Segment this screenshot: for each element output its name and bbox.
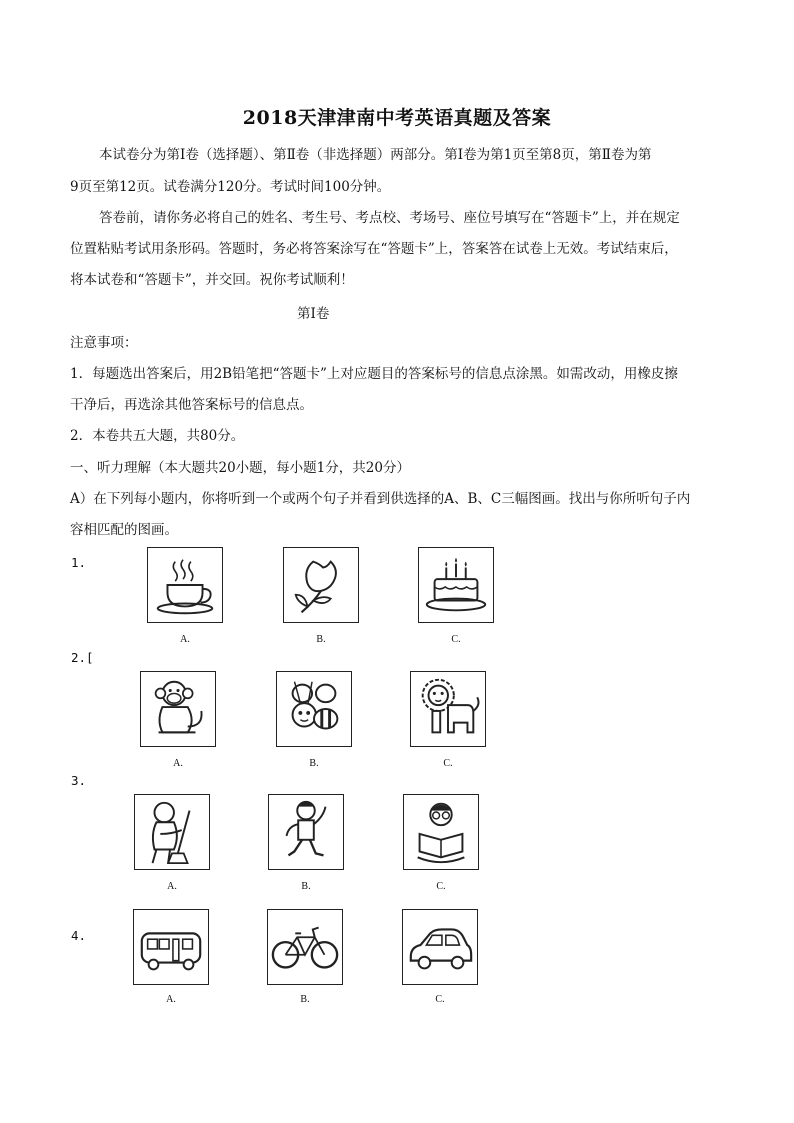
flower-icon <box>283 547 359 623</box>
monkey-icon <box>140 671 216 747</box>
sweeping-person-icon <box>134 794 210 870</box>
bee-icon <box>276 671 352 747</box>
intro-paragraph-1-line-2: 9页至第12页。试卷满分120分。考试时间100分钟。 <box>70 179 391 195</box>
note-1-line-1: 1．每题选出答案后，用2B铅笔把“答题卡”上对应题目的答案标号的信息点涂黑。如需改动，用橡皮擦 <box>70 366 678 382</box>
question-number: 2.[ <box>71 650 94 665</box>
option-b-label: B. <box>301 881 311 892</box>
birthday-cake-icon <box>418 547 494 623</box>
option-c-label: C. <box>451 634 461 645</box>
dancing-boy-icon <box>268 794 344 870</box>
intro-paragraph-1-line-1: 本试卷分为第Ⅰ卷（选择题）、第Ⅱ卷（非选择题）两部分。第Ⅰ卷为第1页至第8页，第Ⅱ卷为第 <box>99 147 652 163</box>
option-b-label: B. <box>300 994 310 1005</box>
lion-icon <box>410 671 486 747</box>
reading-boy-icon <box>403 794 479 870</box>
option-c-label: C. <box>436 881 446 892</box>
part-1-heading: 一、听力理解（本大题共20小题，每小题1分，共20分） <box>70 460 410 476</box>
section-label: 第Ⅰ卷 <box>297 306 330 322</box>
car-icon <box>402 909 478 985</box>
notes-heading: 注意事项： <box>70 335 138 351</box>
intro-paragraph-2-line-3: 将本试卷和“答题卡”，并交回。祝你考试顺利！ <box>70 272 354 288</box>
page-title: 2018天津津南中考英语真题及答案 <box>242 107 552 129</box>
option-c-label: C. <box>443 758 453 769</box>
option-a-label: A. <box>166 994 176 1005</box>
option-c-label: C. <box>435 994 445 1005</box>
option-b-label: B. <box>316 634 326 645</box>
coffee-cup-icon <box>147 547 223 623</box>
option-a-label: A. <box>173 758 183 769</box>
part-1-instruction-line-2: 容相匹配的图画。 <box>70 522 178 538</box>
note-1-line-2: 干净后，再选涂其他答案标号的信息点。 <box>70 397 313 413</box>
note-2: 2．本卷共五大题，共80分。 <box>70 428 245 444</box>
intro-paragraph-2-line-1: 答卷前，请你务必将自己的姓名、考生号、考点校、考场号、座位号填写在“答题卡”上，并在规定 <box>99 210 680 226</box>
question-number: 4. <box>71 928 87 943</box>
question-number: 3. <box>71 773 87 788</box>
part-1-instruction-line-1: A）在下列每小题内，你将听到一个或两个句子并看到供选择的A、B、C三幅图画。找出与你所听句子内 <box>70 491 691 507</box>
bus-icon <box>133 909 209 985</box>
question-number: 1. <box>71 555 87 570</box>
intro-paragraph-2-line-2: 位置粘贴考试用条形码。答题时，务必将答案涂写在“答题卡”上，答案答在试卷上无效。考试结束后， <box>70 241 678 257</box>
bicycle-icon <box>267 909 343 985</box>
option-b-label: B. <box>309 758 319 769</box>
option-a-label: A. <box>180 634 190 645</box>
option-a-label: A. <box>167 881 177 892</box>
